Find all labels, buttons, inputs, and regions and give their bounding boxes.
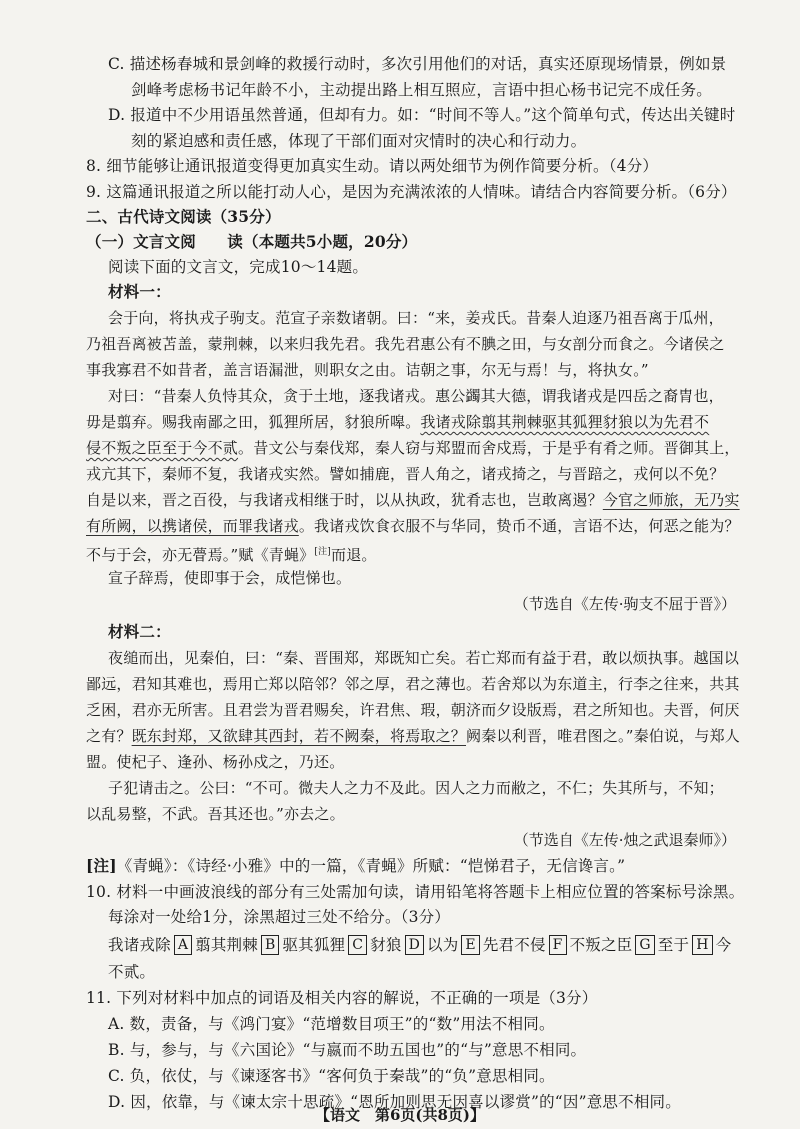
material-1-line: 会于向，将执戎子驹支。范宣子亲数诸朝。曰：“来，姜戎氏。昔秦人迫逐乃祖吾离于瓜州， (108, 309, 724, 327)
q10-segment-text: 豺狼 (370, 936, 402, 954)
material-2-line: 夜缒而出，见秦伯，曰：“秦、晋围郑，郑既知亡矣。若亡郑而有益于君，敢以烦执事。越国以 (108, 649, 740, 667)
q10-answer-box-h[interactable]: H (692, 935, 712, 955)
q10-answer-box-g[interactable]: G (635, 935, 654, 955)
q10-segment-text: 先君不侵 (482, 936, 546, 954)
section-2a-heading: （一）文言文阅 读（本题共5小题，20分） (86, 232, 418, 251)
question-10-tail: 不贰。 (108, 963, 156, 981)
q10-answer-box-e[interactable]: E (461, 935, 479, 955)
page-number-footer: 【语文 第6页(共8页)】 (314, 1106, 486, 1124)
question-10: 10. 材料一中画波浪线的部分有三处需加句读，请用铅笔将答题卡上相应位置的答案标号涂黑。 (86, 883, 745, 901)
material-1-line (86, 411, 709, 433)
material-1-text: 。我诸戎饮食衣服不与华同，贽币不通，言语不达，何恶之能为？ (298, 517, 740, 535)
wavy-underlined-passage: 我诸戎除翦其荆棘驱其狐狸豺狼以为先君不 (420, 413, 710, 431)
question-9: 9. 这篇通讯报道之所以能打动人心，是因为充满浓浓的人情味。请结合内容简要分析。（6分） (86, 183, 737, 201)
option-c-line1: C. 描述杨春城和景剑峰的救援行动时，多次引用他们的对话，真实还原现场情景，例如景 (108, 55, 727, 73)
question-11: 11. 下列对材料中加点的词语及相关内容的解说，不正确的一项是（3分） (86, 989, 598, 1007)
footnote-marker: [注] (314, 547, 331, 557)
material-2-line (86, 725, 740, 747)
option-a: A. 数，责备，与《鸿门宴》“范增数目项王”的“数”用法不相同。 (108, 1015, 555, 1033)
q10-answer-box-b[interactable]: B (261, 935, 280, 955)
material-2-text: 阙秦以利晋，唯君图之。”秦伯说，与郑人 (466, 727, 740, 745)
question-8: 8. 细节能够让通讯报道变得更加真实生动。请以两处细节为例作简要分析。（4分） (86, 157, 659, 175)
material-2-text: 之有？ (86, 727, 132, 745)
q10-segment-text: 以为 (427, 936, 459, 954)
q10-segment-text: 至于 (657, 936, 690, 954)
option-c: C. 负，依仗，与《谏逐客书》“客何负于秦哉”的“负”意思相同。 (108, 1067, 555, 1085)
material-2-line: 鄙远，君知其难也，焉用亡郑以陪邻？邻之厚，君之薄也。若舍郑以为东道主，行李之往来，共其 (86, 675, 740, 693)
material-1-line: 戎亢其下，秦师不复，我诸戎实然。譬如捕鹿，晋人角之，诸戎掎之，与晋踣之，戎何以不免？ (86, 465, 725, 483)
underlined-sentence: 既东封郑，又欲肆其西封，若不阙秦，将焉取之？ (131, 727, 467, 745)
question-10-instruction: 每涂对一处给1分，涂黑超过三处不给分。（3分） (108, 908, 451, 926)
option-d-line1: D. 报道中不少用语虽然普通，但却有力。如：“时间不等人。”这个简单句式，传达出关键时 (108, 106, 736, 124)
material-1-line: 宣子辞焉，使即事于会，成恺悌也。 (108, 569, 352, 587)
q10-answer-box-d[interactable]: D (405, 935, 424, 955)
q10-segment-text: 我诸戎除 (108, 936, 171, 954)
wavy-underlined-passage: 侵不叛之臣至于今不贰 (86, 439, 239, 457)
underlined-sentence: 今官之师旅，无乃实 (602, 491, 740, 509)
source-citation-2: （节选自《左传·烛之武退秦师》） (513, 831, 736, 849)
source-citation-1: （节选自《左传·驹支不屈于晋》） (513, 595, 736, 613)
material-1-line (86, 437, 740, 459)
q10-answer-box-f[interactable]: F (549, 935, 567, 955)
material-1-line (86, 541, 377, 566)
material-2-line: 乏困，君亦无所害。且君尝为晋君赐矣，许君焦、瑕，朝济而夕设版焉，君之所知也。夫晋，何厌 (86, 701, 740, 719)
section-2-heading: 二、古代诗文阅读（35分） (86, 207, 281, 226)
footnote-label: [注] (86, 856, 117, 875)
material-1-line (86, 515, 740, 537)
footnote (86, 855, 625, 877)
q10-answer-box-a[interactable]: A (174, 935, 192, 955)
option-d: D. 因，依靠，与《谏太宗十思疏》“恩所加则思无因喜以谬赏”的“因”意思不相同。 (108, 1093, 681, 1111)
material-2-line: 盟。使杞子、逢孙、杨孙戍之，乃还。 (86, 753, 345, 771)
reading-instruction: 阅读下面的文言文，完成10～14题。 (108, 258, 369, 276)
material-1-text: 毋是翦弃。赐我南鄙之田，狐狸所居，豺狼所嗥。 (86, 413, 421, 431)
underlined-sentence: 有所阙，以携诸侯，而罪我诸戎 (86, 517, 299, 535)
material-2-line: 子犯请击之。公曰：“不可。微夫人之力不及此。因人之力而敝之，不仁；失其所与，不知； (108, 779, 724, 797)
q10-answer-box-c[interactable]: C (348, 935, 367, 955)
option-d-line2: 刻的紧迫感和责任感，体现了干部们面对灾情时的决心和行动力。 (131, 132, 587, 150)
q10-segment-text: 驱其狐狸 (282, 936, 346, 954)
material-1-line: 事我寡君不如昔者，盖言语漏泄，则职女之由。诘朝之事，尔无与焉！与，将执女。” (86, 361, 649, 379)
q10-segment-text: 今 (715, 936, 732, 954)
material-1-label: 材料一： (108, 282, 171, 301)
question-10-answer-segments (108, 934, 731, 956)
material-1-line (86, 489, 740, 511)
material-1-text: 而退。 (331, 546, 377, 564)
q10-segment-text: 不叛之臣 (569, 936, 633, 954)
material-1-line: 乃祖吾离被苫盖，蒙荆棘，以来归我先君。我先君惠公有不腆之田，与女剖分而食之。今诸侯之 (86, 335, 725, 353)
material-1-text: 不与于会，亦无瞢焉。”赋《青蝇》 (86, 546, 315, 564)
material-2-label: 材料二： (108, 622, 171, 641)
material-1-line: 对曰：“昔秦人负恃其众，贪于土地，逐我诸戎。惠公蠲其大德，谓我诸戎是四岳之裔胄也， (108, 387, 724, 405)
footnote-text: 《青蝇》：《诗经·小雅》中的一篇，《青蝇》所赋：“恺悌君子，无信谗言。” (116, 857, 626, 875)
material-1-text: 。昔文公与秦伐郑，秦人窃与郑盟而舍戍焉，于是乎有肴之师。晋御其上， (238, 439, 740, 457)
option-c-line2: 剑峰考虑杨书记年龄不小，主动提出路上相互照应，言语中担心杨书记完不成任务。 (131, 81, 712, 99)
material-1-text: 自是以来，晋之百役，与我诸戎相继于时，以从执政，犹肴志也，岂敢离遏？ (86, 491, 603, 509)
material-2-line: 以乱易整，不武。吾其还也。”亦去之。 (86, 805, 345, 823)
q10-segment-text: 翦其荆棘 (195, 936, 258, 954)
option-b: B. 与，参与，与《六国论》“与嬴而不助五国也”的“与”意思不相同。 (108, 1041, 587, 1059)
